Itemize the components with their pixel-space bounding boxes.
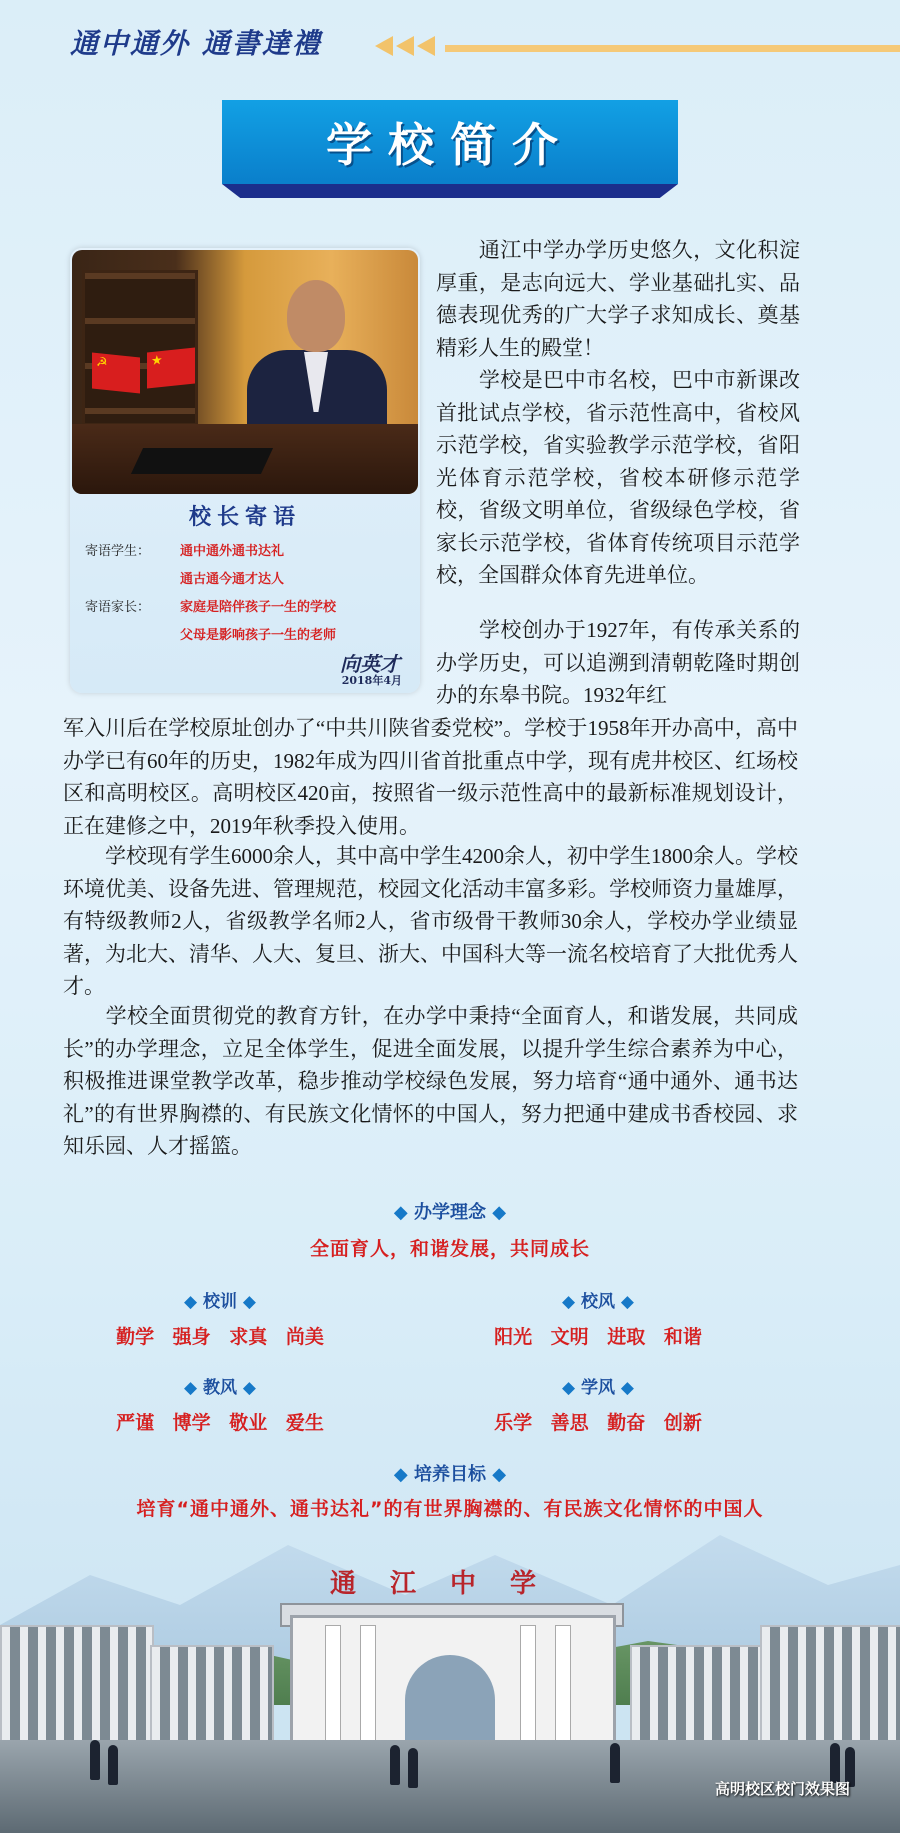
motto-value: 勤学 强身 求真 尚美 — [116, 1326, 324, 1348]
title-banner — [222, 100, 678, 200]
title-underline — [222, 184, 678, 198]
national-flag-icon — [147, 347, 195, 388]
goal-value: 培育“通中通外、通书达礼”的有世界胸襟的、有民族文化情怀的中国人 — [136, 1498, 764, 1520]
header-slogan: 通中通外 通書達禮 — [70, 27, 322, 60]
philosophy-value: 全面育人，和谐发展，共同成长 — [309, 1238, 590, 1260]
philosophy-label: 办学理念 — [414, 1202, 486, 1223]
gate-school-name: 通江中学 — [329, 1569, 570, 1599]
gold-divider — [445, 45, 900, 52]
intro-paragraph-1: 通江中学办学历史悠久，文化积淀厚重，是志向远大、学业基础扎实、品德表现优秀的广大学子求知成长、奠基精彩人生的殿堂！ — [436, 238, 800, 360]
left-building — [0, 1625, 154, 1749]
students-label: 寄语学生： — [85, 544, 151, 559]
school-style-value: 阳光 文明 进取 和谐 — [494, 1326, 702, 1348]
students-line1: 通中通外通书达礼 — [180, 544, 285, 559]
goal-heading: ◆ 培养目标 ◆ — [393, 1464, 507, 1485]
intro-paragraph-3-start: 学校创办于1927年，有传承关系的办学历史，可以追溯到清朝乾隆时期创办的东皋书院。1932年红 — [436, 618, 800, 707]
parents-label: 寄语家长： — [85, 600, 151, 615]
title-box — [222, 100, 678, 184]
intro-paragraph-5: 学校全面贯彻党的教育方针，在办学中秉持“全面育人，和谐发展，共同成长”的办学理念，立足全体学生，促进全面发展，以提升学生综合素养为中心，积极推进课堂教学改革，稳步推动学校绿色发展，努力培育“通中通外、通书达礼”的有世界胸襟的、有民族文化情怀的中国人，努力把通中建成书香校园、求知乐园、人才摇篮。 — [63, 1004, 798, 1158]
intro-paragraph-2: 学校是巴中市名校，巴中市新课改首批试点学校，省示范性高中，省校风示范学校，省实验教学示范学校，省阳光体育示范学校，省校本研修示范学校，省级文明单位，省级绿色学校，省家长示范学校，省体育传统项目示范学校，全国群众体育先进单位。 — [436, 368, 800, 587]
image-caption: 高明校区校门效果图 — [714, 1780, 850, 1798]
right-building-2 — [630, 1645, 764, 1749]
left-building-2 — [150, 1645, 274, 1749]
intro-paragraph-4: 学校现有学生6000余人，其中高中学生4200余人，初中学生1800余人。学校环境优美、设备先进、管理规范，校园文化活动丰富多彩。学校师资力量雄厚，有特级教师2人，省级教学名师2人，省市级骨干教师30余人，学校办学业绩显著，为北大、清华、人大、复旦、浙大、中国科大等一流名校培育了大批优秀人才。 — [63, 844, 798, 998]
right-building — [760, 1625, 900, 1749]
principal-message-title: 校长寄语 — [188, 504, 301, 530]
study-style-label: 学风 — [581, 1378, 615, 1398]
gate-arch — [405, 1655, 495, 1745]
teaching-style-block: ◆ 教风 ◆ 严谨 博学 敬业 爱生 — [70, 1373, 370, 1435]
principal-card — [70, 248, 420, 693]
parents-line1: 家庭是陪伴孩子一生的学校 — [180, 600, 337, 615]
study-style-block: ◆ 学风 ◆ 乐学 善思 勤奋 创新 — [448, 1373, 748, 1435]
intro-paragraph-3-cont: 军入川后在学校原址创办了“中共川陕省委党校”。学校于1958年开办高中，高中办学已有60年的历史，1982年成为四川省首批重点中学，现有虎井校区、红场校区和高明校区。高明校区420亩，按照省一级示范性高中的最新标准规划设计，正在建修之中，2019年秋季投入使用。 — [63, 716, 798, 838]
arrow-decoration-icon — [375, 36, 435, 56]
principal-signature: 向英才 — [340, 652, 400, 676]
students-line2: 通古通今通才达人 — [180, 572, 285, 587]
study-style-value: 乐学 善思 勤奋 创新 — [494, 1412, 702, 1434]
parents-line2: 父母是影响孩子一生的老师 — [180, 628, 337, 643]
school-style-block: ◆ 校风 ◆ 阳光 文明 进取 和谐 — [448, 1287, 748, 1349]
motto-label: 校训 — [203, 1292, 237, 1312]
page-title: 学校简介 — [326, 118, 574, 172]
teaching-style-label: 教风 — [203, 1378, 237, 1398]
motto-block: ◆ 校训 ◆ 勤学 强身 求真 尚美 — [70, 1287, 370, 1349]
teaching-style-value: 严谨 博学 敬业 爱生 — [116, 1412, 324, 1434]
goal-label: 培养目标 — [414, 1464, 486, 1485]
philosophy-heading: ◆ 办学理念 ◆ — [393, 1202, 507, 1223]
message-date: 2018年4月 — [341, 674, 402, 687]
school-style-label: 校风 — [581, 1292, 615, 1312]
party-flag-icon — [92, 352, 140, 393]
principal-photo — [72, 250, 418, 494]
